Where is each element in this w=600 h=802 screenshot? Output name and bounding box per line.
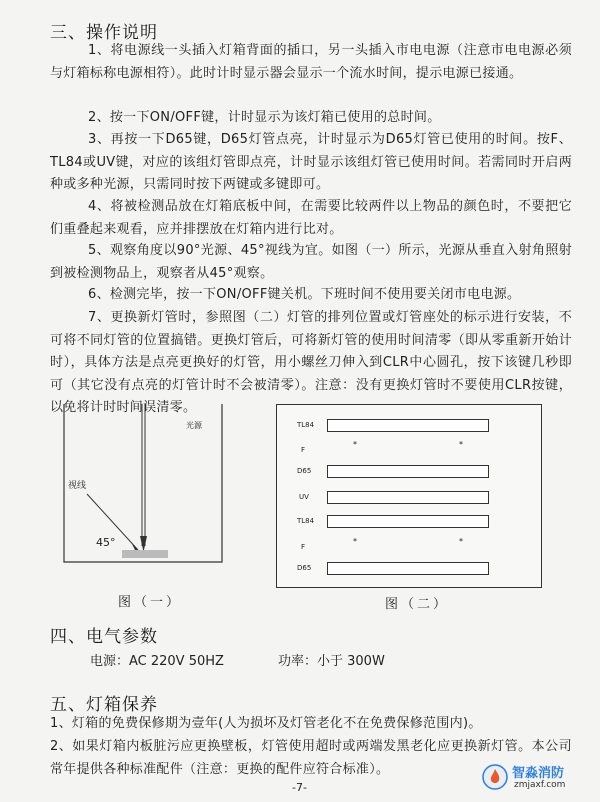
figure-2 xyxy=(276,404,542,588)
wattage-spec: 功率：小于 300W xyxy=(278,654,385,669)
light-source-label: 光源 xyxy=(186,421,202,430)
maintenance-paragraph-2: 2、如果灯箱内板脏污应更换壁板，灯管使用超时或两端发黑老化应更换新灯管。本公司常年提供各种标准配件（注意：更换的配件应符合标准）。 xyxy=(50,739,572,777)
lamp-tube-d65-top xyxy=(327,465,489,478)
paragraph-6: 6、检测完毕，按一下ON/OFF键关机。下班时间不使用要关闭市电电源。 xyxy=(88,287,521,302)
watermark-name: 智淼消防 xyxy=(512,766,565,781)
paragraph-5: 5、观察角度以90°光源、45°视线为宜。如图（一）所示，光源从垂直入射角照射到被检测物品上，观察者从45°观察。 xyxy=(50,243,572,281)
lamp-label-tl84-top: TL84 xyxy=(297,421,315,429)
paragraph-1: 1、将电源线一头插入灯箱背面的插口，另一头插入市电电源（注意市电电源必须与灯箱标称电源相符）。此时计时显示器会显示一个流水时间，提示电源已接通。 xyxy=(50,43,572,81)
lamp-tube-d65-bottom xyxy=(327,562,489,575)
section-title-electrical: 四、电气参数 xyxy=(50,627,158,647)
lamp-label-d65-bottom: D65 xyxy=(297,564,312,572)
paragraph-2: 2、按一下ON/OFF键，计时显示为该灯箱已使用的总时间。 xyxy=(88,110,441,125)
figure-1-caption: 图（一） xyxy=(118,595,183,610)
lamp-label-d65-top: D65 xyxy=(297,467,312,475)
watermark-logo xyxy=(482,760,594,796)
section-title-maintenance: 五、灯箱保养 xyxy=(50,695,158,715)
lamp-tube-tl84-top xyxy=(327,419,489,432)
lamp-marker-right: * xyxy=(459,440,463,449)
lamp-tube-tl84-bottom xyxy=(327,515,489,528)
section-title-operation: 三、操作说明 xyxy=(50,23,158,43)
lamp-label-f-top: F xyxy=(301,446,306,454)
lamp-tube-uv xyxy=(327,491,489,504)
lamp-marker-left: * xyxy=(353,537,357,546)
page-number: -7- xyxy=(292,781,307,794)
flame-icon xyxy=(482,764,508,790)
lamp-label-f-bottom: F xyxy=(301,543,306,551)
lamp-label-tl84-bottom: TL84 xyxy=(297,517,315,525)
angle-label: 45° xyxy=(96,536,116,549)
watermark-url: zmjaxf.com xyxy=(514,780,566,790)
lamp-marker-left: * xyxy=(353,440,357,449)
lamp-label-uv: UV xyxy=(299,493,309,501)
sight-line-label: 视线 xyxy=(68,481,87,491)
figure-2-caption: 图（二） xyxy=(385,597,450,612)
paragraph-3: 3、再按一下D65键，D65灯管点亮，计时显示为D65灯管已使用的时间。按F、TL84或UV键，对应的该组灯管即点亮，计时显示该组灯管已使用时间。若需同时开启两种或多种光源，只需同时按下两键或多键即可。 xyxy=(50,132,572,192)
lamp-marker-right: * xyxy=(459,537,463,546)
maintenance-paragraph-1: 1、灯箱的免费保修期为壹年(人为损坏及灯管老化不在免费保修范围内)。 xyxy=(50,716,482,731)
paragraph-4: 4、将被检测品放在灯箱底板中间，在需要比较两件以上物品的颜色时，不要把它们重叠起来观看，应并排摆放在灯箱内进行比对。 xyxy=(50,199,572,237)
figure-1 xyxy=(62,404,224,564)
power-spec: 电源：AC 220V 50HZ xyxy=(90,654,224,669)
paragraph-7: 7、更换新灯管时，参照图（二）灯管的排列位置或灯管座处的标示进行安装，不可将不同灯管的位置搞错。更换灯管后，可将新灯管的使用时间清零（即从零重新开始计时），具体方法是点亮更换好的灯管，用小螺丝刀伸入到CLR中心圆孔，按下该键几秒即可（其它没有点亮的灯管计时不会被清零）。注意：没有更换灯管时不要使用CLR按键，以免将计时时间误清零。 xyxy=(50,310,572,415)
